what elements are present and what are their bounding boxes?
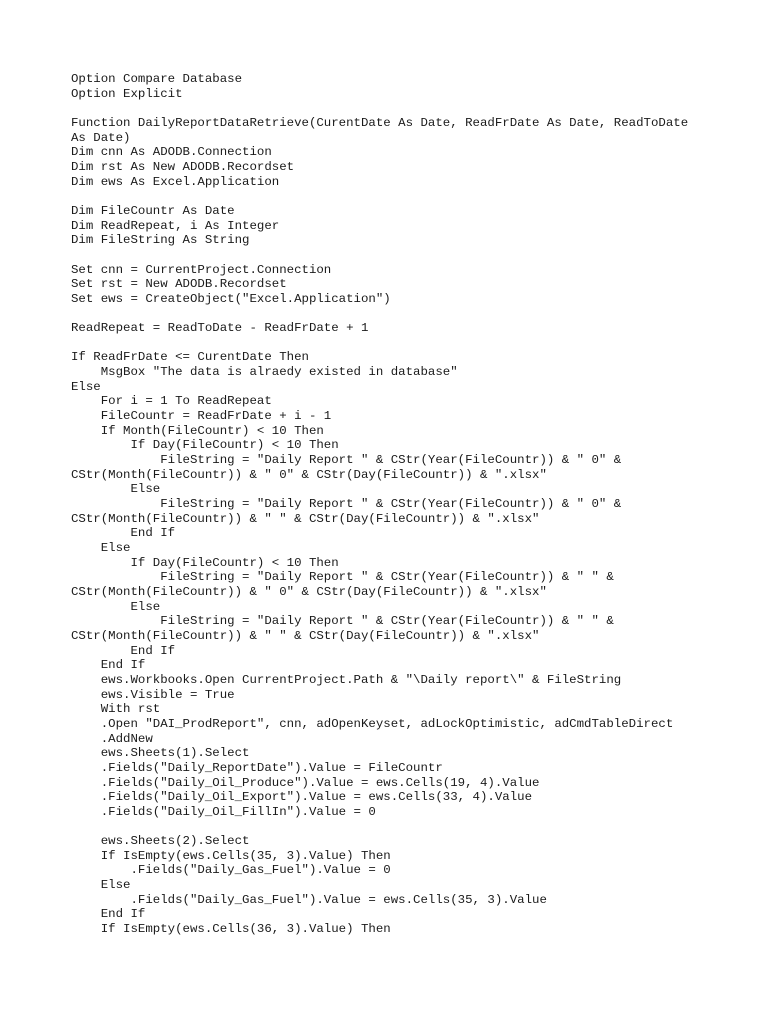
code-line: .Open "DAI_ProdReport", cnn, adOpenKeyset, adLockOptimistic, adCmdTableDirect xyxy=(71,716,674,731)
code-listing xyxy=(71,72,731,937)
code-line: End If xyxy=(71,643,176,658)
code-line: CStr(Month(FileCountr)) & " " & CStr(Day(FileCountr)) & ".xlsx" xyxy=(71,511,540,526)
code-line: ews.Sheets(1).Select xyxy=(71,746,250,761)
code-line: FileString = "Daily Report " & CStr(Year(FileCountr)) & " 0" & xyxy=(71,497,622,512)
code-line: Dim rst As New ADODB.Recordset xyxy=(71,159,295,174)
code-line: MsgBox "The data is alraedy existed in database" xyxy=(71,365,458,380)
code-line: FileString = "Daily Report " & CStr(Year(FileCountr)) & " " & xyxy=(71,614,614,629)
code-line: Dim cnn As ADODB.Connection xyxy=(71,145,272,160)
code-line: End If xyxy=(71,907,146,922)
code-line: If IsEmpty(ews.Cells(35, 3).Value) Then xyxy=(71,848,391,863)
code-line: CStr(Month(FileCountr)) & " 0" & CStr(Day(FileCountr)) & ".xlsx" xyxy=(71,584,547,599)
code-line: For i = 1 To ReadRepeat xyxy=(71,394,272,409)
code-line: Else xyxy=(71,541,131,555)
code-line: If Day(FileCountr) < 10 Then xyxy=(71,555,339,570)
code-line: ews.Workbooks.Open CurrentProject.Path & "\Daily report\" & FileString xyxy=(71,672,622,687)
code-line: Dim FileString As String xyxy=(71,233,250,248)
code-line: Else xyxy=(71,482,161,497)
code-line: .AddNew xyxy=(71,731,153,746)
code-line: .Fields("Daily_Gas_Fuel").Value = ews.Cells(35, 3).Value xyxy=(71,892,547,907)
code-line: FileCountr = ReadFrDate + i - 1 xyxy=(71,409,332,424)
code-line: Else xyxy=(71,599,161,614)
code-line: With rst xyxy=(71,702,161,717)
code-line: Dim FileCountr As Date xyxy=(71,203,235,218)
code-line: CStr(Month(FileCountr)) & " " & CStr(Day(FileCountr)) & ".xlsx" xyxy=(71,628,540,643)
code-line: ews.Visible = True xyxy=(71,687,235,702)
code-line: Set rst = New ADODB.Recordset xyxy=(71,277,287,292)
code-line: If ReadFrDate <= CurentDate Then xyxy=(71,350,309,365)
code-line: End If xyxy=(71,526,176,541)
code-line: Option Explicit xyxy=(71,86,183,101)
code-line: CStr(Month(FileCountr)) & " 0" & CStr(Day(FileCountr)) & ".xlsx" xyxy=(71,467,547,482)
code-line: End If xyxy=(71,658,146,673)
code-line xyxy=(71,101,731,116)
code-line: Dim ews As Excel.Application xyxy=(71,174,280,189)
code-line: .Fields("Daily_Oil_Export").Value = ews.Cells(33, 4).Value xyxy=(71,790,533,805)
code-line: Function DailyReportDataRetrieve(CurentDate As Date, ReadFrDate As Date, ReadToDate xyxy=(71,115,689,130)
code-line: If IsEmpty(ews.Cells(36, 3).Value) Then xyxy=(71,922,391,937)
code-line: Set ews = CreateObject("Excel.Application") xyxy=(71,291,391,306)
code-line xyxy=(71,336,731,351)
code-line xyxy=(71,307,731,322)
code-line: ReadRepeat = ReadToDate - ReadFrDate + 1 xyxy=(71,321,369,336)
code-line xyxy=(71,248,731,263)
code-line: .Fields("Daily_Gas_Fuel").Value = 0 xyxy=(71,863,391,878)
code-line: .Fields("Daily_Oil_FillIn").Value = 0 xyxy=(71,804,376,819)
code-line: Else xyxy=(71,379,101,394)
code-line: As Date) xyxy=(71,130,131,145)
code-line: Dim ReadRepeat, i As Integer xyxy=(71,218,280,233)
code-line: Else xyxy=(71,878,131,893)
code-line: Option Compare Database xyxy=(71,72,243,86)
code-line xyxy=(71,819,731,834)
code-line: Set cnn = CurrentProject.Connection xyxy=(71,262,332,277)
code-line: If Day(FileCountr) < 10 Then xyxy=(71,438,339,453)
code-line: ews.Sheets(2).Select xyxy=(71,834,250,849)
code-line xyxy=(71,189,731,204)
code-line: FileString = "Daily Report " & CStr(Year(FileCountr)) & " 0" & xyxy=(71,453,622,468)
code-line: If Month(FileCountr) < 10 Then xyxy=(71,423,324,438)
code-line: .Fields("Daily_ReportDate").Value = FileCountr xyxy=(71,760,443,775)
code-line: FileString = "Daily Report " & CStr(Year(FileCountr)) & " " & xyxy=(71,570,614,585)
code-line: .Fields("Daily_Oil_Produce").Value = ews.Cells(19, 4).Value xyxy=(71,775,540,790)
